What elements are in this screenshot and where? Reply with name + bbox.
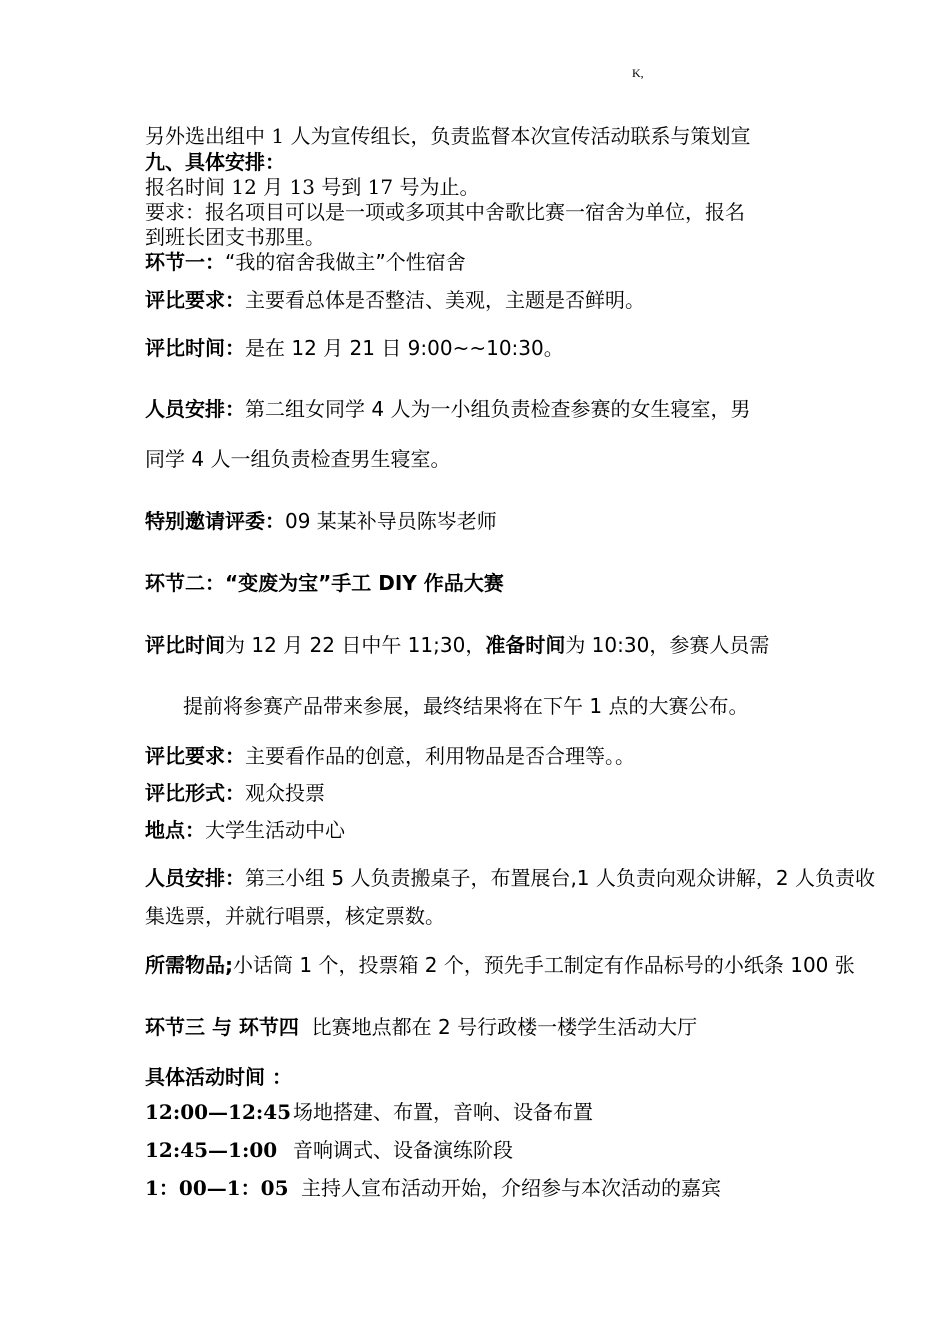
schedule-row: [145, 1100, 593, 1124]
s2-prep-text: 为 10:30，参赛人员需: [565, 633, 770, 657]
s2-items-label: 所需物品;: [145, 953, 233, 977]
section-9-heading: 九、具体安排：: [145, 150, 285, 174]
s1-requirement: [145, 288, 645, 312]
s2-staff: [145, 866, 875, 890]
s34-title-label: 环节三 与 环节四: [145, 1015, 299, 1039]
schedule-time: 12:00—12:45: [145, 1100, 292, 1124]
s1-judge-label: 特别邀请评委：: [145, 509, 285, 533]
s2-req-label: 评比要求：: [145, 744, 245, 768]
s2-staff-continued: 集选票，并就行唱票，核定票数。: [145, 904, 445, 928]
s2-staff-label: 人员安排：: [145, 866, 245, 890]
s1-judge: [145, 509, 497, 533]
s2-title: 环节二：“变废为宝”手工 DIY 作品大赛: [145, 571, 504, 595]
s1-time: [145, 336, 564, 360]
schedule-desc: 主持人宣布活动开始，介绍参与本次活动的嘉宾: [301, 1176, 721, 1200]
registration-time: 报名时间 12 月 13 号到 17 号为止。: [145, 175, 480, 199]
s2-place-text: 大学生活动中心: [205, 818, 345, 842]
s2-req-text: 主要看作品的创意，利用物品是否合理等。。: [245, 744, 635, 768]
s2-requirement: [145, 744, 635, 768]
s1-staff-continued: 同学 4 人一组负责检查男生寝室。: [145, 447, 451, 471]
s1-time-text: 是在 12 月 21 日 9:00~~10:30。: [245, 336, 564, 360]
s2-time-continued: 提前将参赛产品带来参展，最终结果将在下午 1 点的大赛公布。: [183, 694, 749, 718]
s2-prep-label: 准备时间: [485, 633, 566, 657]
s2-items: [145, 953, 855, 977]
s2-time-label: 评比时间: [145, 633, 225, 657]
s34-title-text: 比赛地点都在 2 号行政楼一楼学生活动大厅: [311, 1015, 698, 1039]
s1-staff-label: 人员安排：: [145, 397, 245, 421]
s1-req-label: 评比要求：: [145, 288, 245, 312]
s34-title: [145, 1015, 697, 1039]
schedule-desc: 音响调式、设备演练阶段: [293, 1138, 513, 1162]
schedule-desc: 场地搭建、布置，音响、设备布置: [293, 1100, 593, 1124]
s2-form: [145, 781, 325, 805]
intro-paragraph: 另外选出组中 1 人为宣传组长，负责监督本次宣传活动联系与策划宣: [145, 124, 751, 148]
schedule-row: [145, 1176, 721, 1200]
s2-form-text: 观众投票: [245, 781, 325, 805]
s34-schedule-label: 具体活动时间 ：: [145, 1065, 292, 1089]
requirement-line-2: 到班长团支书那里。: [145, 225, 325, 249]
s2-time: [145, 633, 769, 657]
schedule-row: [145, 1138, 513, 1162]
s2-form-label: 评比形式：: [145, 781, 245, 805]
s2-place-label: 地点：: [145, 818, 205, 842]
s1-time-label: 评比时间：: [145, 336, 245, 360]
header-mark: K,: [632, 66, 644, 80]
s1-staff: [145, 397, 750, 421]
s1-staff-text: 第二组女同学 4 人为一小组负责检查参赛的女生寝室，男: [245, 397, 751, 421]
requirement-line-1: 要求：报名项目可以是一项或多项其中舍歌比赛一宿舍为单位，报名: [145, 200, 745, 224]
s1-title: [145, 250, 466, 274]
s1-title-text: “我的宿舍我做主”个性宿舍: [225, 250, 466, 274]
schedule-time: 1：00—1：05: [145, 1176, 289, 1200]
s2-items-text: 小话筒 1 个，投票箱 2 个，预先手工制定有作品标号的小纸条 100 张: [233, 953, 855, 977]
s2-time-text: 为 12 月 22 日中午 11;30，: [225, 633, 486, 657]
s2-staff-text: 第三小组 5 人负责搬桌子，布置展台,1 人负责向观众讲解，2 人负责收: [245, 866, 875, 890]
schedule-time: 12:45—1:00: [145, 1138, 278, 1162]
s1-title-label: 环节一：: [145, 250, 225, 274]
s1-judge-text: 09 某某补导员陈岑老师: [285, 509, 497, 533]
s2-place: [145, 818, 345, 842]
s1-req-text: 主要看总体是否整洁、美观，主题是否鲜明。: [245, 288, 645, 312]
